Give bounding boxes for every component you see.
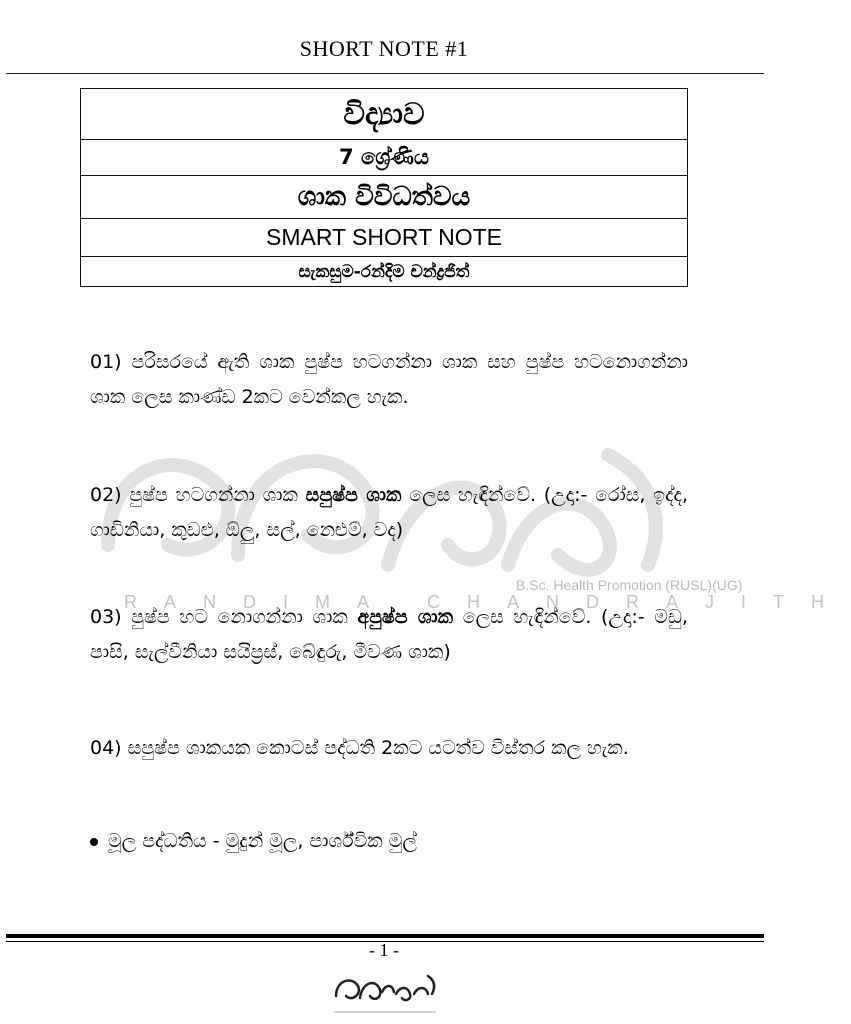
footer-divider-thick bbox=[6, 934, 764, 938]
paragraph-02 bbox=[90, 478, 688, 548]
paragraph-02-text: 02) පුෂ්ප හටගන්නා ශාක bbox=[90, 484, 306, 506]
header-divider bbox=[6, 73, 764, 74]
paragraph-04: 04) සපුෂ්ප ශාකයක කොටස් පද්ධති 2කට යටත්ව විස්තර කල හැක. bbox=[90, 737, 629, 759]
author-credit: සැකසුම-රන්දිම චන්ද්‍රජිත් bbox=[81, 256, 687, 286]
note-type-label: SMART SHORT NOTE bbox=[81, 218, 687, 256]
bullet-icon bbox=[90, 838, 98, 846]
paragraph-01: 01) පරිසරයේ ඇති ශාක පුෂ්ප හටගන්නා ශාක සහ පුෂ්ප හටනොගන්නා ශාක ලෙස කාණ්ඩ 2කට වෙන්කල හැක. bbox=[90, 351, 688, 408]
bullet-item-root-system bbox=[90, 824, 417, 859]
paragraph-03-examples: ලෙස හැඳින්වේ. (උදා:- මඩු, පාසි, සැල්වීනියා සයිප්‍රස්, බේඳුරු, මීවණ ශාක) bbox=[90, 606, 688, 663]
subject-title: විද්‍යාව bbox=[343, 96, 425, 132]
paragraph-02-examples: ලෙස හැඳින්වේ. (උදා:- රෝස, ඉද්ද, ගාඩිනියා, කුඩළු, ඕලු, සල්, නෙළුම්, වද) bbox=[90, 484, 688, 541]
grade-label: 7 ශ්‍රේණිය bbox=[81, 139, 687, 175]
page-number: - 1 - bbox=[369, 940, 399, 960]
page-header-title: SHORT NOTE #1 bbox=[299, 36, 469, 61]
title-box bbox=[80, 88, 688, 287]
footer-logo bbox=[330, 962, 440, 1022]
bullet-item-text: මූල පද්ධතිය - මුදුන් මූල, පාර්ශ්වික මුල් bbox=[108, 830, 417, 852]
watermark-spaced-name: RANDIMA CHANDRAJITH bbox=[124, 592, 851, 612]
flowering-plants-term: සපුෂ්ප ශාක bbox=[305, 484, 402, 506]
non-flowering-plants-term: අපුෂ්ප ශාක bbox=[357, 606, 454, 628]
watermark-subtitle: B.Sc. Health Promotion (RUSL)(UG) bbox=[516, 577, 743, 593]
paragraph-03-text: 03) පුෂ්ප හට නොගන්නා ශාක bbox=[90, 606, 358, 628]
topic-title: ශාක විවිධත්වය bbox=[81, 175, 687, 218]
paragraph-03 bbox=[90, 600, 688, 670]
